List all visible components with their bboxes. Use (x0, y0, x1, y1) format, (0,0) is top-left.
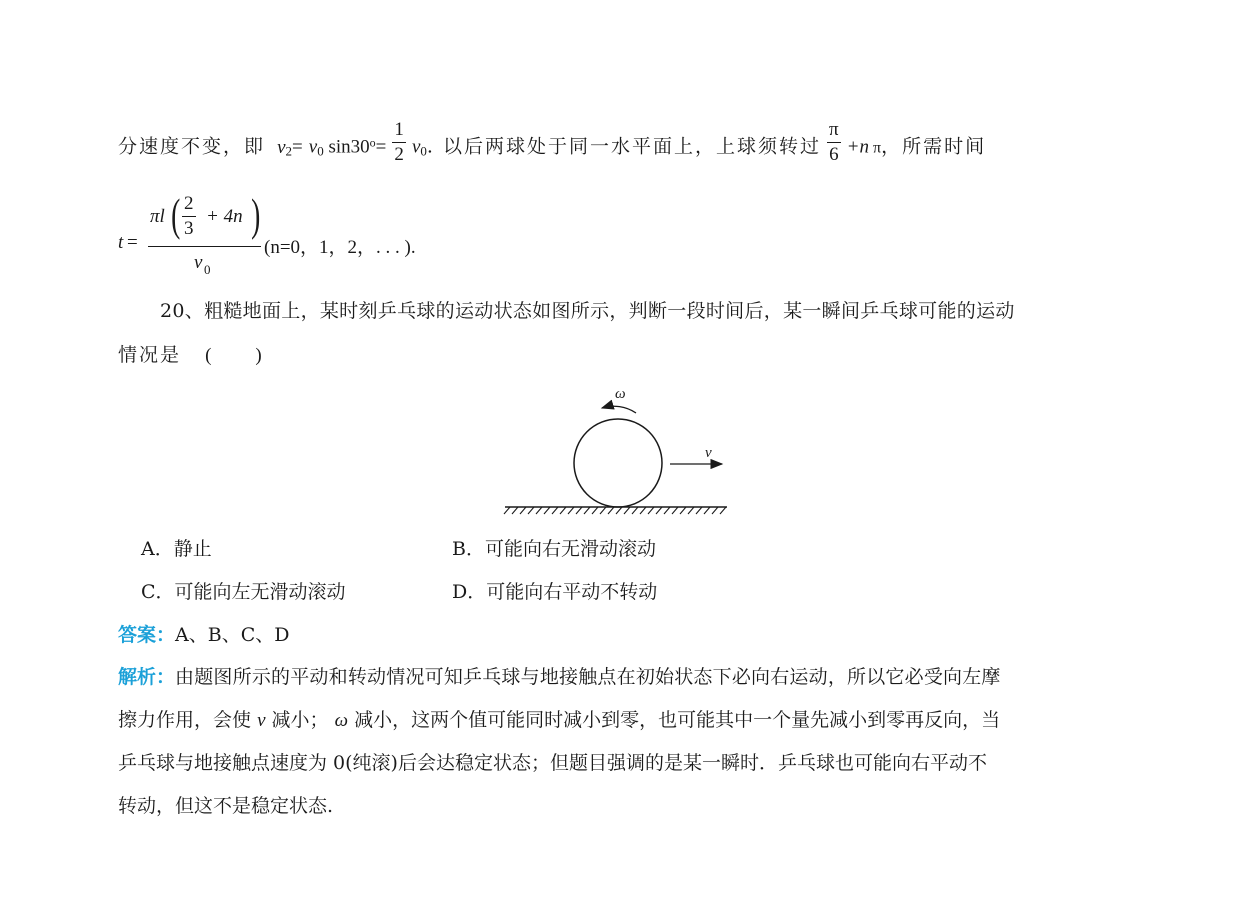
question-20-line-2 (118, 340, 262, 367)
solution-line-1 (118, 119, 1123, 178)
sin30-text: sin30 (323, 136, 370, 158)
pi-numerator: π (827, 118, 841, 143)
equals-1: = (292, 136, 303, 158)
analysis-v: v (257, 710, 266, 731)
analysis-text-2c: 减小，这两个值可能同时减小到零，也可能其中一个量先减小到零再反向，当 (354, 709, 1001, 731)
answer-text: A、B、C、D (175, 624, 290, 646)
two-thirds-fraction (182, 192, 196, 241)
pi-l: πl (150, 206, 165, 227)
degree-mark: o (369, 135, 376, 150)
analysis-line-3: 乒乓球与地接触点速度为 0(纯滚)后会达稳定状态；但题目强调的是某一瞬时．乒乓球也可能向右平动不 (118, 752, 987, 774)
analysis-text-2b: 减小； (271, 709, 329, 731)
omega-label: ω (615, 386, 626, 402)
pi-over-6-fraction (827, 118, 841, 167)
v0-subscript: 0 (317, 143, 324, 159)
n-values: (n=0，1，2，. . . ). (264, 237, 416, 258)
two-thirds-numerator: 2 (182, 192, 196, 217)
half-numerator: 1 (392, 118, 406, 143)
analysis-text-1: 由题图所示的平动和转动情况可知乒乓球与地接触点在初始状态下必向右运动，所以它必受向左摩 (175, 666, 1001, 688)
formula-numerator (148, 190, 260, 242)
analysis-omega: ω (334, 710, 349, 731)
plus-4n: + 4n (206, 206, 243, 227)
analysis-line-2 (118, 705, 1000, 732)
option-d: D．可能向右平动不转动 (452, 581, 658, 603)
answer-paren-open: ( (205, 345, 212, 366)
two-thirds-denominator: 3 (184, 218, 194, 239)
v-label: v (705, 445, 712, 461)
big-paren-close: ) (251, 189, 261, 240)
question-20-line-1: 20、粗糙地面上，某时刻乒乓球的运动状态如图所示，判断一段时间后，某一瞬间乒乓球可能的运动 (160, 300, 1015, 322)
line1-prefix: 分速度不变，即 (118, 135, 266, 158)
answer-label: 答案： (118, 624, 176, 646)
den-v: v (194, 252, 203, 273)
t-equals: = (127, 232, 138, 253)
v0b-symbol: v (411, 136, 421, 158)
line1-suffix: ，所需时间 (881, 135, 987, 158)
analysis-text-2a: 擦力作用，会使 (118, 709, 252, 731)
answer-paren-close: ) (255, 345, 262, 366)
formula-fraction-bar (148, 246, 261, 247)
question-stem-end: 情况是 (118, 344, 182, 366)
analysis-line-1 (118, 662, 1001, 689)
analysis-label: 解析： (118, 666, 176, 688)
answer-line (118, 620, 289, 647)
option-a: A．静止 (141, 538, 212, 560)
plus-n: +n (846, 136, 869, 158)
option-b: B．可能向右无滑动滚动 (452, 538, 656, 560)
line1-mid: . 以后两球处于同一水平面上，上球须转过 (426, 135, 821, 158)
equals-2: = (375, 136, 387, 158)
big-paren-open: ( (171, 189, 181, 240)
v0b-subscript: 0 (420, 143, 427, 159)
v2-symbol: v (277, 136, 286, 158)
ball (574, 419, 662, 507)
rotation-arrow (602, 406, 636, 413)
pi-symbol: π (869, 139, 882, 157)
option-c: C．可能向左无滑动滚动 (141, 581, 346, 603)
t-symbol: t (118, 232, 124, 253)
ping-pong-figure (500, 382, 740, 522)
ground-hatching (504, 507, 726, 514)
half-denominator: 2 (394, 144, 404, 165)
half-fraction (392, 118, 406, 167)
v2-subscript: 2 (285, 143, 292, 159)
v0-symbol: v (308, 136, 318, 158)
pi-denominator: 6 (829, 144, 839, 165)
analysis-line-4: 转动，但这不是稳定状态. (118, 795, 334, 817)
